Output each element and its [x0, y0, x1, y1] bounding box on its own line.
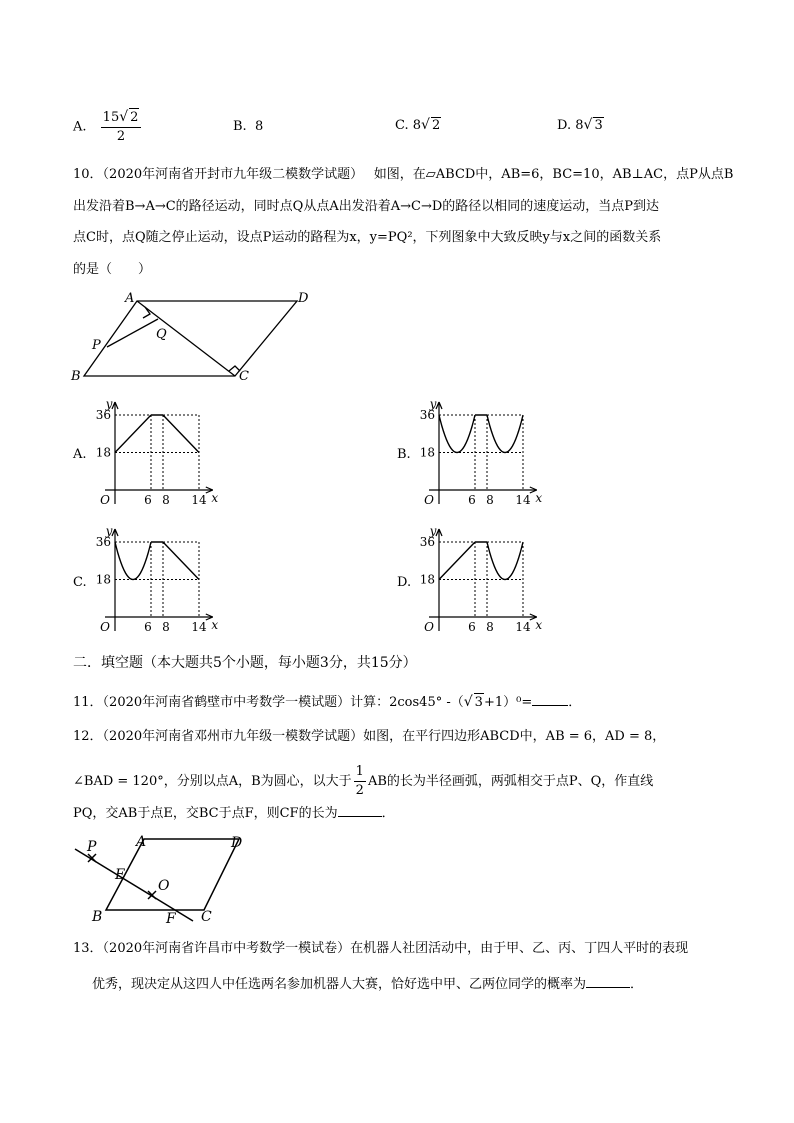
q12-line-3: PQ，交AB于点E，交BC于点F，则CF的长为 ． — [73, 802, 395, 823]
parallelogram-abcd — [84, 301, 297, 376]
graph-d — [412, 525, 562, 637]
y-tick-18: 18 — [95, 572, 111, 587]
q13-answer-blank[interactable] — [586, 973, 630, 988]
label-q: Q — [156, 327, 167, 342]
q13-line-1: 13．（2020年河南省许昌市中考数学一模试卷）在机器人社团活动中，由于甲、乙、丙、丁四人平时的表现 — [73, 941, 689, 956]
graph-c — [88, 525, 238, 637]
q11-line: 11．（2020年河南省鹤壁市中考数学一模试题）计算：2cos45° -（√ 3+1）⁰= ． — [73, 691, 581, 712]
label-b: B — [92, 909, 103, 925]
graph-option-a-label: A. — [73, 447, 87, 462]
function-curve — [115, 542, 199, 580]
x-tick-14: 14 — [515, 493, 531, 507]
q13-line-2: 优秀，现决定从这四人中任选两名参加机器人大赛，恰好选中甲、乙两位同学的概率为 ． — [92, 973, 643, 994]
x-tick-8: 8 — [486, 493, 494, 507]
q12-line-1: 12．（2020年河南省邓州市九年级一模数学试题）如图，在平行四边形ABCD中，AB = 6，AD = 8， — [73, 729, 666, 744]
y-axis-label: y — [105, 398, 113, 411]
y-tick-36: 36 — [419, 408, 435, 422]
x-tick-8: 8 — [162, 493, 170, 507]
y-tick-36: 36 — [95, 535, 111, 549]
y-tick-18: 18 — [419, 445, 435, 460]
x-tick-8: 8 — [486, 620, 494, 634]
graph-b — [412, 398, 562, 510]
label-a: A — [125, 291, 135, 306]
graph-option-b-label: B. — [397, 447, 411, 462]
parallelogram-abcd — [106, 839, 239, 910]
q9-option-a: A. $\frac{15√ 2}{2}$ — [73, 108, 141, 146]
function-curve — [439, 415, 523, 453]
q10-line-3: 点C时，点Q随之停止运动，设点P运动的路程为x，y=PQ²，下列图象中大致反映y与x之间的函数关系 — [73, 230, 662, 245]
x-tick-6: 6 — [144, 620, 152, 634]
origin-label: O — [100, 620, 110, 634]
q10-parallelogram-figure — [65, 288, 325, 388]
graph-option-d-label: D. — [397, 575, 412, 590]
x-tick-6: 6 — [468, 620, 476, 634]
y-axis-label: y — [429, 398, 437, 411]
right-angle-mark-a — [143, 307, 150, 318]
label-c: C — [201, 909, 212, 925]
q9-option-b: B. 8 — [233, 119, 264, 134]
q9-option-c: C. 8√ 2 — [395, 117, 441, 133]
label-f: F — [166, 911, 176, 927]
label-e: E — [115, 867, 126, 883]
function-curve — [115, 415, 199, 453]
q12-answer-blank[interactable] — [338, 802, 382, 817]
label-b: B — [71, 369, 81, 384]
label-p: P — [92, 338, 101, 353]
q10-line-1: 10．（2020年河南省开封市九年级二模数学试题） 如图，在▱ABCD中，AB=6，BC=10，AB⊥AC，点P从点B — [73, 167, 734, 182]
label-d: D — [298, 291, 309, 306]
x-tick-6: 6 — [144, 493, 152, 507]
y-tick-18: 18 — [95, 445, 111, 460]
label-c: C — [239, 369, 249, 384]
x-tick-14: 14 — [191, 620, 207, 634]
label-d: D — [231, 835, 243, 851]
label-a: A — [136, 834, 147, 850]
y-axis-label: y — [429, 525, 437, 538]
y-tick-18: 18 — [419, 572, 435, 587]
x-tick-8: 8 — [162, 620, 170, 634]
y-tick-36: 36 — [95, 408, 111, 422]
graph-option-c-label: C. — [73, 575, 87, 590]
q10-line-4: 的是（ ） — [73, 262, 152, 277]
section-2-title: 二．填空题（本大题共5个小题，每小题3分，共15分） — [73, 655, 417, 671]
function-curve — [439, 542, 523, 580]
q12-line-2: ∠BAD = 120°，分别以点A，B为圆心，以大于 $\frac{1}{2}$ AB的长为半径画弧，两弧相交于点P、Q，作直线 — [73, 764, 654, 798]
y-tick-36: 36 — [419, 535, 435, 549]
x-axis-label: x — [535, 491, 543, 505]
origin-label: O — [424, 620, 434, 634]
origin-label: O — [424, 493, 434, 507]
diagonal-ac — [137, 301, 235, 376]
graph-a — [88, 398, 238, 510]
q11-answer-blank[interactable] — [532, 691, 568, 706]
x-axis-label: x — [535, 618, 543, 632]
y-axis-label: y — [105, 525, 113, 538]
x-axis-label: x — [211, 491, 219, 505]
q9-option-d: D. 8√ 3 — [557, 117, 603, 133]
label-o: O — [158, 878, 170, 894]
origin-label: O — [100, 493, 110, 507]
q12-parallelogram-figure — [70, 827, 260, 927]
x-axis-label: x — [211, 618, 219, 632]
x-tick-6: 6 — [468, 493, 476, 507]
x-tick-14: 14 — [191, 493, 207, 507]
x-tick-14: 14 — [515, 620, 531, 634]
label-p: P — [87, 839, 97, 855]
q10-line-2: 出发沿着B→A→C的路径运动，同时点Q从点A出发沿着A→C→D的路径以相同的速度运动，当点P到达 — [73, 199, 660, 214]
